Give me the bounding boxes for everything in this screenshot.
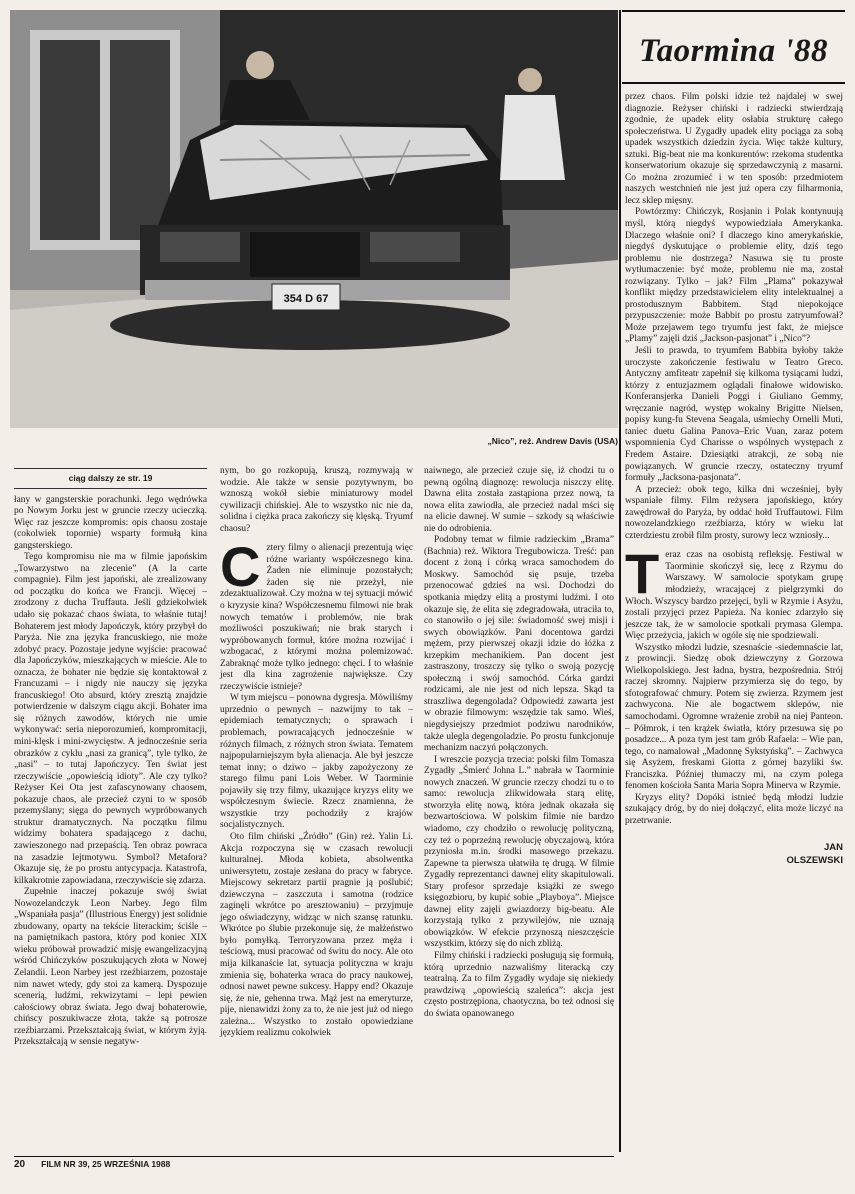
- paragraph: Zupełnie inaczej pokazuje swój świat Nowozelandczyk Leon Narbey. Jego film „Wspaniała pasja” (Illustrious Energy) jest solidnie zbudowany, oparty na tekście literackim; ściśle – na pamiętnikach pastora, który pod koniec XIX wieku próbował prowadzić misję ewangelizacyjną wśród Chińczyków poszukujących złota w Nowej Zelandii. Leon Narbey jest rzeźbiarzem, pozostaje nim nawet wtedy, gdy stoi za kamerą. Dyspozuje scenerią, ludźmi, rekwizytami – lepi pewien całościowy obraz świata. Jego dwaj bohaterowie, chińscy poszukiwacze złota, także są potrosze rzeźbiarzami. Przekształcają świat, w którym żyją. Przekształcają w sensie negatyw-: [14, 887, 207, 1048]
- paragraph: przez chaos. Film polski idzie też najdalej w swej diagnozie. Reżyser chiński i radziecki stwierdzają zgodnie, że upadek elity osłabia strukturę całego społeczeństwa. U Zygadły upadek elity pociąga za sobą upadek wszystkich dziedzin życia. Więc także kultury, sztuki. Big-beat nie ma konkurentów: rzekoma studentka konserwatorium okazuje się sprzedawczynią z masarni. Co można zrozumieć i w ten sposób: przedmiotem naszych westchnień nie jest już opera czy filharmonia, lecz sklep mięsny.: [625, 92, 843, 206]
- paragraph: Oto film chiński „Źródło” (Gin) reż. Yalin Li. Akcja rozpoczyna się w czasach rewolucji kulturalnej. Młoda kobieta, absolwentka uniwersytetu, zostaje zesłana do pracy w fabryce. Miejscowy sekretarz partii pragnie ją poślubić; dziewczyna – zaszczuta i samotna (rodzice zaginęli wkrótce po aresztowaniu) – przyjmuje jego oświadczyny, widząc w nich szansę ratunku. Wkrótce po ślubie przekonuje się, że małżeństwo było pomyłką. Terroryzowana przez męża i teściową, musi pracować od świtu do nocy. Ale oto mija kilkanaście lat, sytuacja polityczna w kraju zmienia się, bohaterka wraca do pracy naukowej, odnosi nawet pewne sukcesy. Happy end? Okazuje się, że nie, gehenna trwa. Mąż jest na emeryturze, pije, nienawidzi żony za to, że nie jest już od niego zależna... Wszystko to zostało opowiedziane językiem realizmu cokolwiek: [220, 831, 413, 1039]
- paragraph-text: eraz czas na osobistą refleksję. Festiwal w Taorminie skończył się, lecę z Rzymu do Warszawy. W samolocie spotykam grupę młodzieży, wracającej z pielgrzymki do Włoch. Wszyscy bardzo przejęci, byli w Rzymie i Asyżu, zostali przyjęci przez Papieża. Na koniec zdarzyło się jeszcze tak, że w samolocie spotkali prymasa Glempa. Więc przeżycia, jakich w ogóle się nie spodziewali.: [625, 550, 843, 642]
- continuation-note: ciąg dalszy ze str. 19: [14, 468, 207, 489]
- film-still-photo: [10, 10, 618, 428]
- paragraph: łany w gangsterskie porachunki. Jego wędrówka po Nowym Jorku jest w gruncie rzeczy ucieczką. Więc raz jeszcze kompromis: opis chaosu zostaje (cokolwiek topornie) wsparty formułą kina gangsterskiego.: [14, 494, 207, 551]
- dropcap: T: [625, 542, 660, 606]
- article-column-3: [424, 466, 614, 1146]
- paragraph: A przecież: obok tego, kilka dni wcześniej, były wspaniałe filmy. Film reżysera japońskiego, który zawędrował do Paryża, by oddać hołd Truffautowi. Film nowozelandzkiego rzeźbiarza, który w wieku lat czterdziestu zrobił film prosty, surowy lecz wzniosły...: [625, 484, 843, 541]
- paragraph: Tego kompromisu nie ma w filmie japońskim „Towarzystwo na zlecenie” (A la carte compagnie). Film jest japoński, ale zrealizowany od początku do końca we Francji. Więcej – zrodzony z ducha Truffauta. Jeśli gdziekolwiek udało się pokazać chaos świata, to właśnie tutaj! Bohaterem jest młody Japończyk, który przybył do Paryża. Nie zna języka francuskiego, nie może zdobyć pracy. Pozostaje jedyne wyjście: pracować dla Japończyków, mieszkających w mieście. Ale to oznacza, że bohater nie będzie się kontaktował z Francuzami – i nigdy nie nauczy się języka francuskiego! Oto absurd, który zresztą znajdzie potwierdzenie w dalszym ciągu akcji. Bohater ima się różnych zawodów, których nie umie wykonywać: seria nieporozumień, kompromitacji, mini-klęsk i mini-zwycięstw. A jednocześnie seria obrazków z cyklu „nasi za granicą”, tyle tylko, że „nasi” – to tutaj Japończycy. Ten świat jest rzeczywiście „opowieścią idioty”. Ale czy tylko? Reżyser Kei Ota jest zafascynowany chaosem, pokazuje chaos, ale przecież czyni to w sposób przemyślany; sięga do pewnych wypróbowanych struktur dramatycznych. Na początku filmu widzimy bohatera spadającego z dachu, zawieszonego nad przepaścią. Ten obraz powraca na zasadzie lejtmotywu. Symbol? Metafora? Okazuje się, że po prostu antycypacja. Katastrofa, kilkakrotnie zapowiadana, rzeczywiście się zdarza.: [14, 552, 207, 886]
- article-column-4: [625, 92, 843, 1152]
- paragraph-with-dropcap: [220, 535, 413, 693]
- author-byline: [625, 841, 843, 867]
- page-footer: [14, 1156, 614, 1170]
- paragraph: W tym miejscu – ponowna dygresja. Mówiliśmy uprzednio o pewnych – nazwijmy to tak – epidemiach tematycznych; o sprawach i problemach, powracających jednocześnie w różnych filmach, z różnych stron świata. Tematem najpopularniejszym była alienacja. Ale był jeszcze temat inny; o dziwo – jakby zapożyczony ze starego filmu pani Lois Weber. W Taorminie pojawiły się trzy filmy, ukazujące kryzys elity we współczesnym świecie. Rzecz znamienna, że wszystkie trzy pochodziły z krajów socjalistycznych.: [220, 693, 413, 831]
- paragraph: I wreszcie pozycja trzecia: polski film Tomasza Zygadły „Śmierć Johna L.” nabrała w Taorminie nowych znaczeń. W gruncie rzeczy chodzi tu o to samo: rewolucja zlikwidowała starą elitę, stworzyła elitę nową, która jednak okazała się bezwartościowa. W polskim filmie nie bardzo wiadomo, czy chodziło o rewolucję polityczną, czy też o poprzeźną rewolucję obyczajową, która przyniosła m.in. środki masowego przekazu. Zapewne ta pierwsza ułatwiła tę drugą. W filmie Zygadły reprezentanci dawnej elity skapitulowali. Stary profesor sprzedaje książki ze swego księgozbioru, by kupić sobie „Playboya”. Miejsce dawnej elity zajęli gwiazdorzy big-beatu. Ale korzystają tylko z przywilejów, nie uznają obowiązków. W efekcie przynoszą nieszczęście wszystkim, którzy się do nich zbliżą.: [424, 754, 614, 950]
- paragraph: Filmy chiński i radziecki posługują się formułą, którą uprzednio nazwaliśmy literacką czy teatralną. Za to film Zygadły wydaje się niekiedy prawdziwą „opowieścią szaleńca”: akcja jest często postrzępiona, chaotyczna, bo też odnosi się do świata opanowanego: [424, 950, 614, 1019]
- license-plate: 354 D 67: [283, 293, 329, 305]
- paragraph: Jeśli to prawda, to tryumfem Babbita byłoby także uroczyste zakończenie festiwalu w Teatro Greco. Antyczny amfiteatr zapełnił się kilkoma tysiącami ludzi, którzy z entuzjazmem oglądali finałowe widowisko. Konferansjerka Danieli Poggi i Giuliano Gemmy, wręczanie nagród, występ wokalny Brigitte Nielsen, popisy kung-fu Stevena Seagala, uśmiechy Ornelli Muti, taniec duetu Galina Panova–Eric Vuan, zaraz potem wspomnienia Cyd Charisse o wspólnych występach z Fredem Astaire. Dziesiątki atrakcji, ze sobą nie powiązanych. W gruncie rzeczy, ostateczny tryumf formuły „Jacksona-pasjonata”.: [625, 346, 843, 484]
- paragraph: Wszystko młodzi ludzie, szesnaście -siedemnaście lat, z prowincji. Siedzę obok dziewczyny z Gorzowa Wielkopolskiego. Jest ładna, bystra, bezpośrednia. Strój raczej skromny. Najpierw przymierza się do tego, by sfotografować chmury. Potem się zwierza. Rzymem jest zachwycona. Nie ale bogactwem sklepów, nie samochodami. Ogromne wrażenie zrobił na niej Panteon. – Półmrok, i ten krążek światła, który przesuwa się po posadzce... A poza tym jest tam grób Rafaela: – Wie pan, tego, co namalował „Madonnę Sykstyńską”. – Zachwyca się Asyżem, freskami Giotta z górnej bazyliki św. Franciszka. Później tłumaczy mi, na czym polega fenomen kościoła Santa Maria Sopra Minerva w Rzymie.: [625, 642, 843, 792]
- page-number: 20: [14, 1159, 26, 1170]
- author-first-name: JAN: [823, 842, 843, 854]
- dropcap: C: [220, 535, 261, 599]
- issue-info: FILM NR 39, 25 WRZEŚNIA 1988: [41, 1159, 171, 1169]
- paragraph: nym, bo go rozkopują, kruszą, rozmywają w wodzie. Ale także w sensie pozytywnym, bo wznoszą wokół siebie miniaturowy model cywilizacji chińskiej. Ale to wszystko nic nie da, solidna i ciężka praca zakończy się klęską. Tryumf chaosu?: [220, 466, 413, 534]
- author-last-name: OLSZEWSKI: [786, 855, 843, 867]
- article-column-1: [14, 466, 207, 1146]
- paragraph: Podobny temat w filmie radzieckim „Brama” (Bachnia) reż. Wiktora Tregubowicza. Treść: pan docent z żoną i córką wraca samochodem do Moskwy. Samochód się psuje, trzeba przenocować gdzieś na wsi. Dochodzi do spotkania między elitą a prostymi ludźmi. I oto okazuje się, że elita się zdegradowała, utraciła to, co stanowiło o jej sile: świadomość swej misji i swych obowiązków. Pani docentowa gardzi mężem, przy pierwszej okazji idzie do łóżka z krzepkim mechanikiem. Pan docent jest zastraszony, troszczy się tylko o swoją pozycję społeczną i swój samochód. Córka gardzi rodzicami, ale nie jest od nich lepsza. Skąd ta straszliwa degengolada? Odpowiedź zawarta jest w obrazie filmowym: wszędzie tak samo. Wieś, niegdysiejszy przedmiot podziwu narodników, także ulegla degengoladzie. Po prostu funkcjonuje mechanizm naczyń połączonych.: [424, 535, 614, 754]
- column-header-box: [622, 10, 845, 84]
- article-column-2: [220, 466, 413, 1146]
- paragraph-text: ztery filmy o alienacji prezentują więc różne warianty współczesnego kina. Żaden nie eliminuje pozostałych; żaden się nie przeżył, nie zdezaktualizował. Czy można w tej sytuacji mówić o kryzysie kina? Współczesnemu filmowi nie brak nowych tematów i problemów, nie brak możliwości poszukiwań; nie brak starych i wypróbowanych formuł, które można rozwijać i wzbogacać, z którymi można polemizować. Zabraknąć może tylko jednego: chęci. I to właśnie jest dla kina zagrożenie największe. Czy rzeczywiście istnieje?: [220, 543, 413, 692]
- page-title: Taormina '88: [638, 33, 829, 69]
- paragraph: Kryzys elity? Dopóki istnieć będą młodzi ludzie szukający dróg, by do niej dołączyć, elita może liczyć na przetrwanie.: [625, 792, 843, 826]
- paragraph: naiwnego, ale przecież czuje się, iż chodzi tu o pewną ogólną diagnozę: rewolucja niszczy elitę. Dawna elita została zastąpiona przez nową, ta nowa elita zawiodła, ale przecież nadal mści się na elicie dawnej. W sumie – szkody są właściwie nie do odrobienia.: [424, 466, 614, 534]
- photo-caption: „Nico”, reż. Andrew Davis (USA): [487, 436, 618, 446]
- paragraph: Powtórzmy: Chińczyk, Rosjanin i Polak kontynuują myśl, którą niegdyś wypowiedziała Amerykanka. Dlaczego właśnie oni? I dlaczego kino amerykańskie, niegdyś dyskutujące o problemie elity, dziś tego problemu nie dostrzega? Nasuwa się tu proste wytłumaczenie: być może, problemu nie ma, został rozwiązany. Tylko – jak? Film „Plama” pokazywał konflikt między przedstawicielem elity intelektualnej a prostodusznym Babbitem. Stąd niepokojące przypuszczenie: może Babbit po prostu zatryumfował? Może przejawem tego tryumfu jest fakt, że miejsce „Plamy” zajęli dziś „Jackson-pasjonat” i „Nico”?: [625, 207, 843, 345]
- car-scene-illustration: [10, 10, 618, 428]
- paragraph-with-dropcap: [625, 542, 843, 642]
- column-divider: [619, 10, 621, 1152]
